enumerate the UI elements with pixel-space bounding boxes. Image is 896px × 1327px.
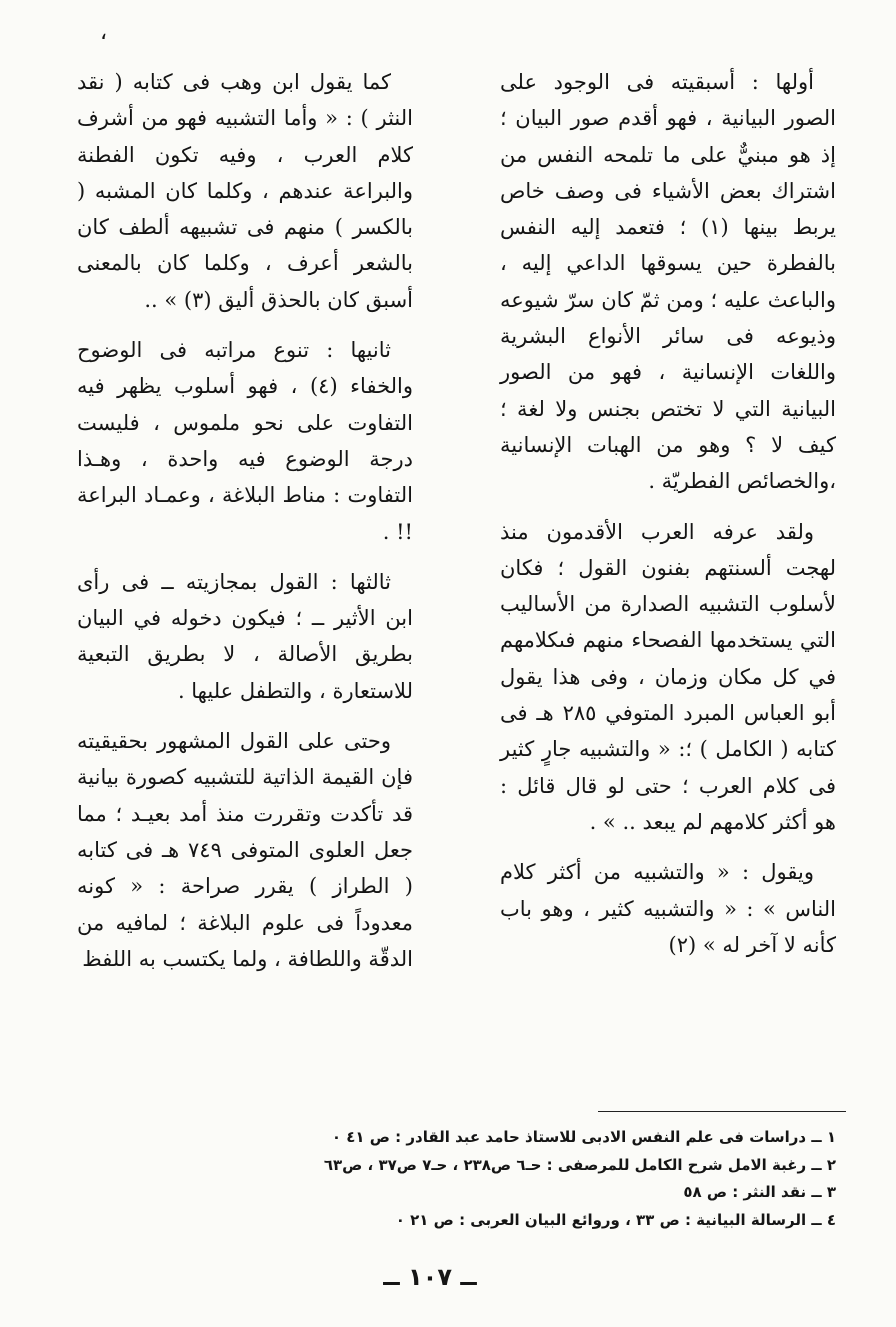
paragraph: كما يقول ابن وهب فى كتابه ( نقد النثر ) : « وأما التشبيه فهو من أشرف كلام العرب ، وفيه تكون الفطنة والبراعة عندهم ، وكلما كان المشبه ( بالكسر ) منهم فى تشبيهه ألطف كان بالشعر أعرف ، وكلما كان بالمعنى أسبق كان بالحذق أليق (٣) » .. xyxy=(77,70,413,312)
page-number: ــ ١٠٧ ــ xyxy=(383,1263,477,1291)
corner-mark: ، xyxy=(100,20,108,45)
right-text-column xyxy=(500,64,836,963)
paragraph: ويقول : « والتشبيه من أكثر كلام الناس » : « والتشبيه كثير ، وهو باب كأنه لا آخر له » (٢) xyxy=(500,860,836,957)
paragraph: ولقد عرفه العرب الأقدمون منذ لهجت ألسنتهم بفنون القول ؛ فكان لأسلوب التشبيه الصدارة من الأساليب التي يستخدمها الفصحاء منهم فىكلامهم في كل مكان وزمان ، وفى هذا يقول أبو العباس المبرد المتوفي ٢٨٥ هـ فى كتابه ( الكامل ) ؛: « والتشبيه جارٍ كثير فى كلام العرب ؛ حتى لو قال قائل : هو أكثر كلامهم لم يبعد .. » . xyxy=(500,519,836,834)
footnote-1: ١ ــ دراسات فى علم النفس الادبى للاستاذ حامد عبد القادر : ص ٤١ ٠ xyxy=(331,1128,836,1146)
footnote-3: ٣ ــ نقد النثر : ص ٥٨ xyxy=(683,1183,836,1201)
footnote-2: ٢ ــ رغبة الامل شرح الكامل للمرصفى : حـ٦ ص٢٣٨ ، حـ٧ ص٣٧ ، ص٦٣ xyxy=(323,1155,836,1174)
paragraph: وحتى على القول المشهور بحقيقيته فإن القيمة الذاتية للتشبيه كصورة بيانية قد تأكدت وتقررت منذ أمد بعيـد ؛ مما جعل العلوى المتوفى ٧٤٩ هـ فى كتابه ( الطراز ) يقرر صراحة : « كونه معدوداً فى علوم البلاغة ؛ لمافيه من الدقّة واللطافة ، ولما يكتسب به اللفظ xyxy=(77,729,413,971)
footnote-divider xyxy=(598,1111,846,1112)
footnotes xyxy=(200,1124,836,1234)
paragraph: ثالثها : القول بمجازيته ــ فى رأى ابن الأثير ــ ؛ فيكون دخوله في البيان بطريق الأصالة ، لا بطريق التبعية للاستعارة ، والتطفل عليها . xyxy=(77,569,413,703)
paragraph: أولها : أسبقيته فى الوجود على الصور البيانية ، فهو أقدم صور البيان ؛ إذ هو مبنيٌّ على ما تلمحه النفس من اشتراك بعض الأشياء فى وصف خاص يربط بينها (١) ؛ فتعمد إليه النفس بالفطرة حين يسوقها الداعي إليه ، والباعث عليه ؛ ومن ثمّ كان سرّ شيوعه وذيوعه فى سائر الأنواع البشرية واللغات الإنسانية ، فهو من الصور البيانية التي لا تختص بجنس ولا لغة ؛ كيف لا ؟ وهو من الهبات الإنسانية ،والخصائص الفطريّة . xyxy=(500,70,836,494)
left-text-column xyxy=(77,64,413,977)
paragraph: ثانيها : تنوع مراتبه فى الوضوح والخفاء (٤) ، فهو أسلوب يظهر فيه التفاوت على نحو ملموس ، فليست درجة الوضوع فيه واحدة ، وهـذا التفاوت : مناط البلاغة ، وعمـاد البراعة !! . xyxy=(77,338,414,544)
footnote-4: ٤ ــ الرسالة البيانية : ص ٣٣ ، وروائع البيان العربى : ص ٢١ ٠ xyxy=(395,1210,836,1229)
